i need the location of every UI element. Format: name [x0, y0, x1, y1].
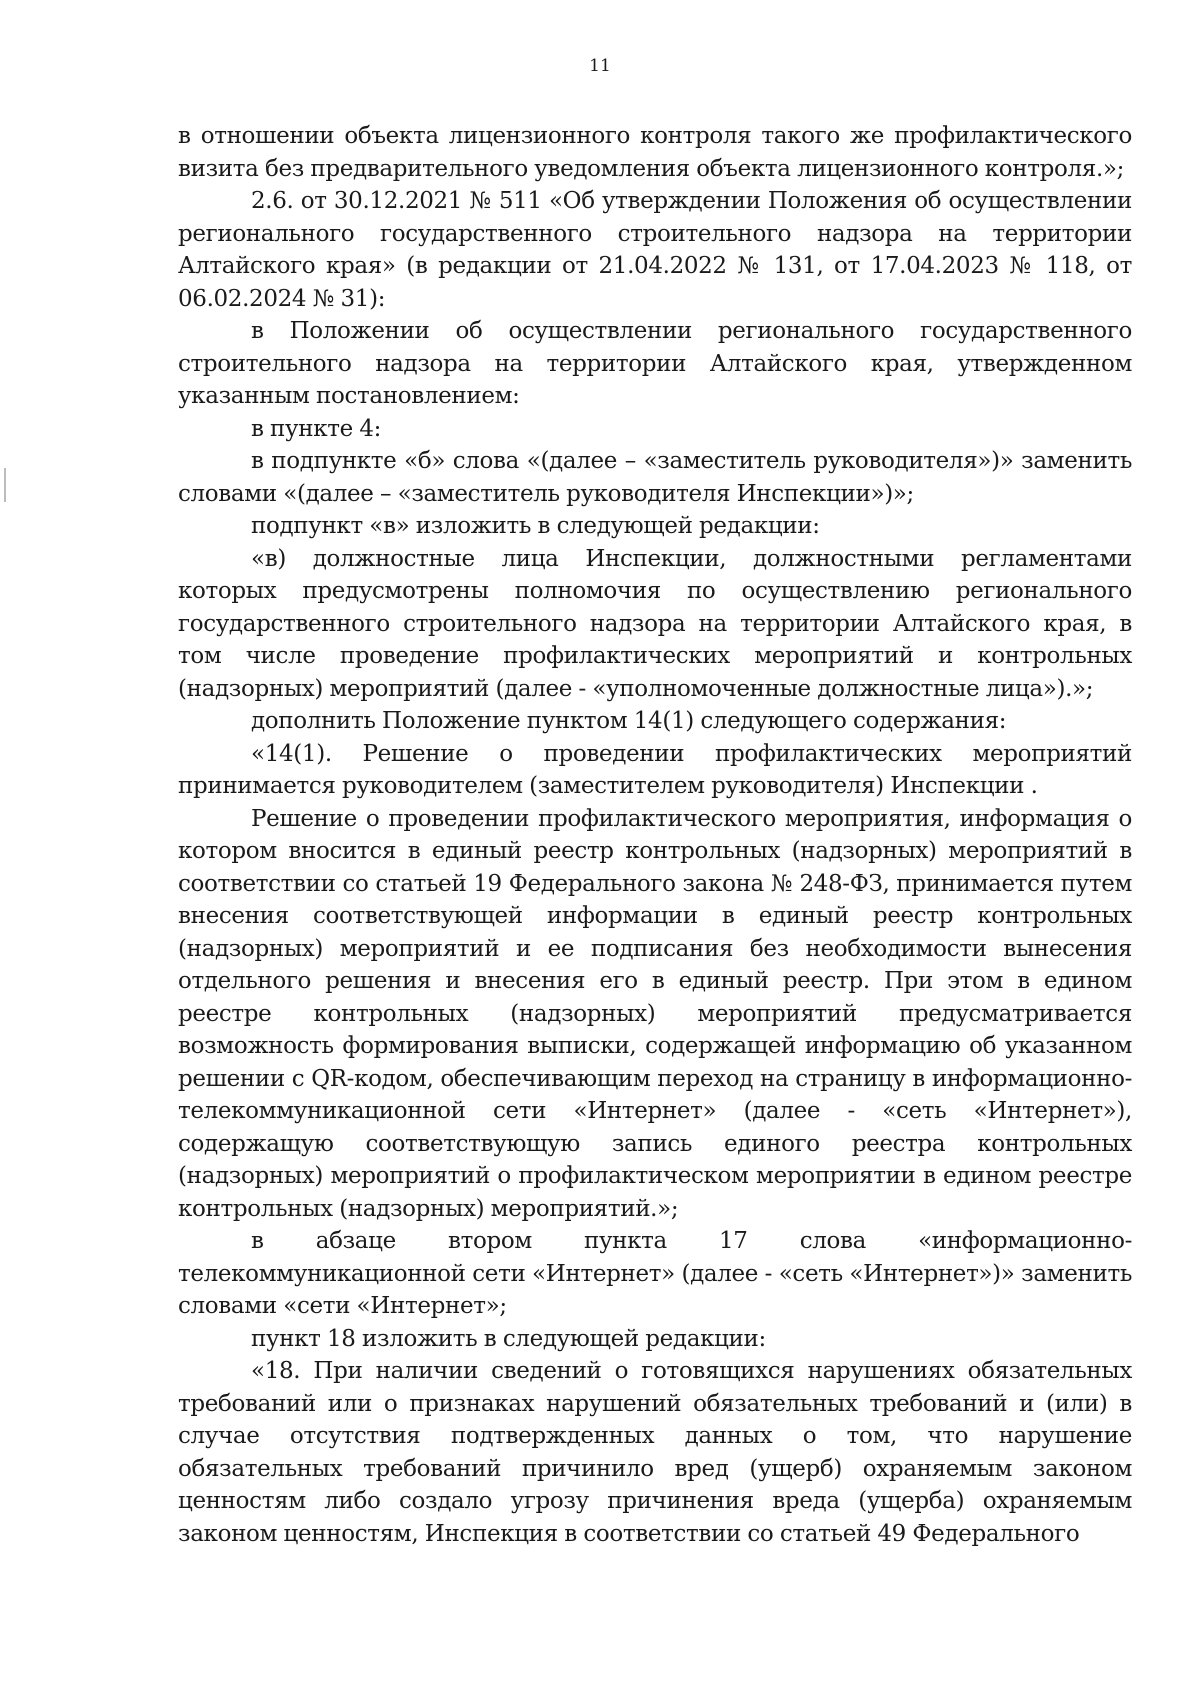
- paragraph: в пункте 4:: [251, 415, 382, 442]
- paragraph: подпункт «в» изложить в следующей редакции:: [251, 513, 820, 539]
- paragraph: в абзаце втором пункта 17 слова «информационно-телекоммуникационной сети «Интернет» (далее - «сеть «Интернет»)» заменить словами «сети «Интернет»;: [178, 1228, 1132, 1319]
- paragraph: 2.6. от 30.12.2021 № 511 «Об утверждении Положения об осуществлении регионального государственного строительного надзора на территории Алтайского края» (в редакции от 21.04.2022 № 131, от 17.04.2023 № 118, от 06.02.2024 № 31):: [178, 188, 1132, 312]
- paragraph: в Положении об осуществлении регионального государственного строительного надзора на территории Алтайского края, утвержденном указанным постановлением:: [178, 318, 1132, 409]
- paragraph: Решение о проведении профилактического мероприятия, информация о котором вносится в единый реестр контрольных (надзорных) мероприятий в соответствии со статьей 19 Федерального закона № 248-ФЗ, принимается путем внесения соответствующей информации в единый реестр контрольных (надзорных) мероприятий и ее подписания без необходимости вынесения отдельного решения и внесения его в единый реестр. При этом в едином реестре контрольных (надзорных) мероприятий предусматривается возможность формирования выписки, содержащей информацию об указанном решении с QR-кодом, обеспечивающим переход на страницу в информационно-телекоммуникационной сети «Интернет» (далее - «сеть «Интернет»), содержащую соответствующую запись единого реестра контрольных (надзорных) мероприятий о профилактическом мероприятии в едином реестре контрольных (надзорных) мероприятий.»;: [178, 805, 1132, 1222]
- paragraph: пункт 18 изложить в следующей редакции:: [251, 1325, 766, 1352]
- paragraph: «в) должностные лица Инспекции, должностными регламентами которых предусмотрены полномочия по осуществлению регионального государственного строительного надзора на территории Алтайского края, в том числе проведение профилактических мероприятий и контрольных (надзорных) мероприятий (далее - «уполномоченные должностные лица»).»;: [178, 545, 1132, 702]
- page-number: 11: [589, 56, 611, 76]
- paragraph: в подпункте «б» слова «(далее – «заместитель руководителя»)» заменить словами «(далее – «заместитель руководителя Инспекции»)»;: [178, 448, 1132, 507]
- scan-margin-mark: [4, 468, 6, 502]
- paragraph: «18. При наличии сведений о готовящихся нарушениях обязательных требований или о признаках нарушений обязательных требований и (или) в случае отсутствия подтвержденных данных о том, что нарушение обязательных требований причинило вред (ущерб) охраняемым законом ценностям либо создало угрозу причинения вреда (ущерба) охраняемым законом ценностям, Инспекция в соответствии со статьей 49 Федерального: [178, 1358, 1132, 1547]
- paragraph: в отношении объекта лицензионного контроля такого же профилактического визита без предварительного уведомления объекта лицензионного контроля.»;: [178, 123, 1132, 182]
- document-body: [178, 120, 1132, 1550]
- paragraph: дополнить Положение пунктом 14(1) следующего содержания:: [251, 708, 1007, 734]
- paragraph: «14(1). Решение о проведении профилактических мероприятий принимается руководителем (заместителем руководителя) Инспекции .: [178, 740, 1132, 799]
